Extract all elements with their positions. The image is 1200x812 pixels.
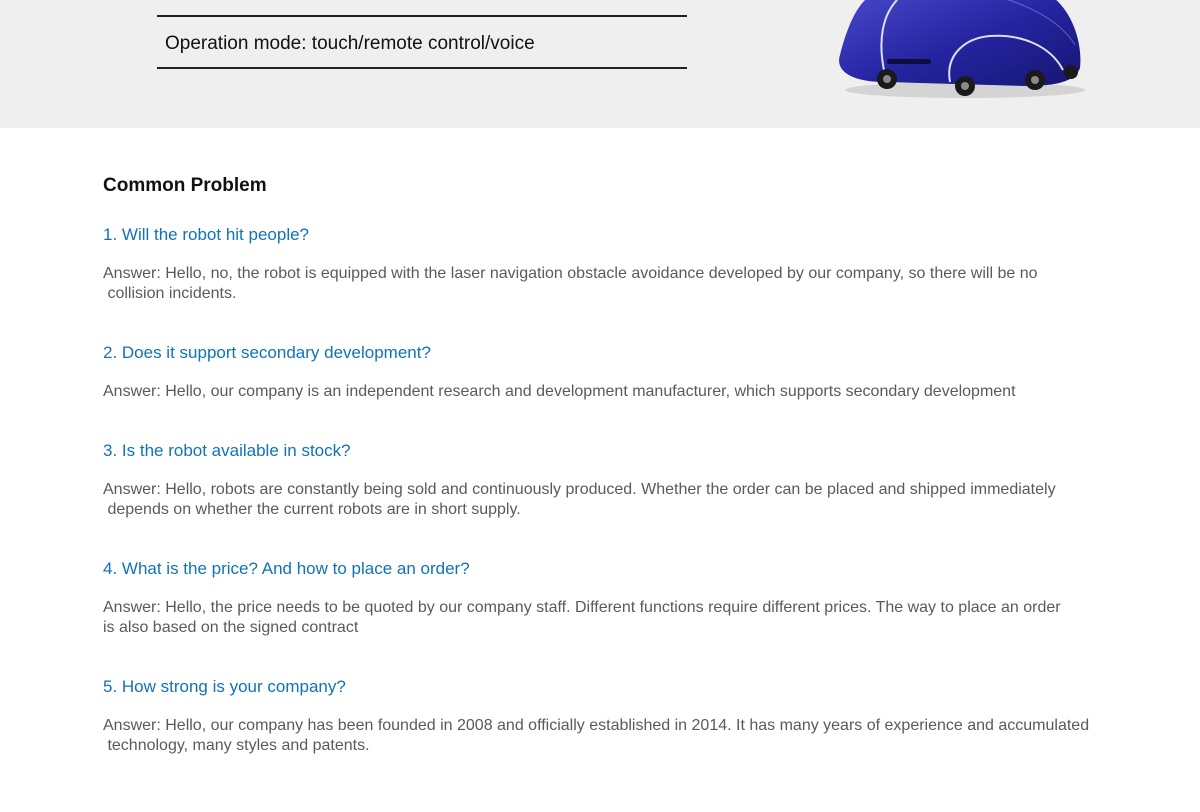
faq-item [103,558,1133,638]
faq-question: 1. Will the robot hit people? [103,225,310,244]
faq-title: Common Problem [103,175,267,196]
faq-question: 2. Does it support secondary development? [103,343,431,362]
faq-question: 4. What is the price? And how to place an order? [103,559,470,578]
operation-mode-text: Operation mode: touch/remote control/voice [165,33,535,54]
faq-answer: Answer: Hello, the price needs to be quoted by our company staff. Different functions require different prices. The way to place an order is also based on the signed contract [103,599,1061,636]
product-specs-band [0,0,1200,128]
faq-item [103,342,1133,402]
spec-row-partial [157,0,687,17]
faq-question: 5. How strong is your company? [103,677,346,696]
faq-answer: Answer: Hello, our company is an independent research and development manufacturer, which supports secondary development [103,383,1016,400]
common-problem-section [103,172,1133,794]
faq-item [103,676,1133,756]
robot-product-image [825,0,1095,105]
faq-item [103,440,1133,520]
faq-answer: Answer: Hello, no, the robot is equipped with the laser navigation obstacle avoidance developed by our company, so there will be no collision incidents. [103,265,1038,302]
faq-answer: Answer: Hello, robots are constantly being sold and continuously produced. Whether the order can be placed and shipped immediately depends on whether the current robots are in short supply. [103,481,1056,518]
faq-question: 3. Is the robot available in stock? [103,441,351,460]
faq-item [103,224,1133,304]
faq-answer: Answer: Hello, our company has been founded in 2008 and officially established in 2014. It has many years of experience and accumulated technology, many styles and patents. [103,717,1090,754]
spec-row-operation-mode [157,17,687,69]
